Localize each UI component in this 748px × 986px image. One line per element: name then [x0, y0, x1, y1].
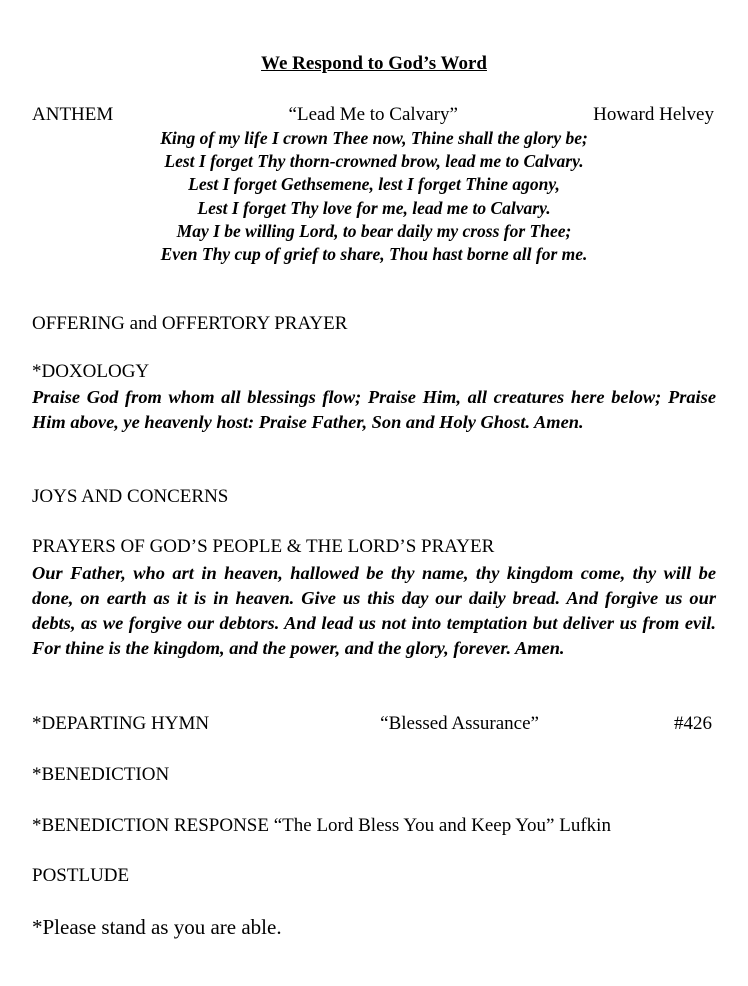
hymn-song: “Blessed Assurance”: [380, 713, 539, 734]
benediction-response: *BENEDICTION RESPONSE “The Lord Bless You and Keep You” Lufkin: [32, 815, 611, 836]
doxology-heading: *DOXOLOGY: [32, 361, 150, 382]
anthem-label: ANTHEM: [32, 104, 114, 125]
anthem-row: [32, 103, 714, 127]
joys-heading: JOYS AND CONCERNS: [32, 486, 229, 507]
prayers-heading: PRAYERS OF GOD’S PEOPLE & THE LORD’S PRAYER: [32, 536, 495, 557]
lyric-line: Lest I forget Gethsemene, lest I forget Thine agony,: [188, 174, 560, 195]
offering-heading: OFFERING and OFFERTORY PRAYER: [32, 313, 348, 334]
hymn-label: *DEPARTING HYMN: [32, 713, 210, 734]
lyric-line: Lest I forget Thy love for me, lead me to Calvary.: [197, 197, 551, 218]
benediction-heading: *BENEDICTION: [32, 764, 170, 785]
anthem-song: “Lead Me to Calvary”: [288, 104, 458, 125]
doxology-text: Praise God from whom all blessings flow; Praise Him, all creatures here below; Praise Him above, ye heavenly host: Praise Father, Son and Holy Ghost. Amen.: [32, 387, 716, 432]
lyric-line: Lest I forget Thy thorn-crowned brow, lead me to Calvary.: [164, 151, 584, 172]
hymn-number: #426: [674, 713, 712, 734]
section-title-text: We Respond to God’s Word: [261, 53, 487, 74]
postlude-heading: POSTLUDE: [32, 865, 130, 886]
lyric-line: May I be willing Lord, to bear daily my cross for Thee;: [176, 220, 572, 241]
lyric-line: Even Thy cup of grief to share, Thou hast borne all for me.: [160, 244, 588, 265]
lords-prayer-text: Our Father, who art in heaven, hallowed be thy name, thy kingdom come, thy will be done, on earth as it is in heaven. Give us this day our daily bread. And forgive us our debts, as we forgive our debtors. And lead us not into temptation but deliver us from evil. For thine is the kingdom, and the power, and the glory, forever. Amen.: [32, 563, 716, 658]
standing-note: *Please stand as you are able.: [32, 915, 282, 939]
anthem-lyrics: [0, 127, 748, 266]
anthem-composer: Howard Helvey: [593, 104, 714, 125]
lyric-line: King of my life I crown Thee now, Thine shall the glory be;: [160, 128, 588, 148]
section-title: [0, 52, 748, 76]
hymn-row: [32, 712, 712, 736]
